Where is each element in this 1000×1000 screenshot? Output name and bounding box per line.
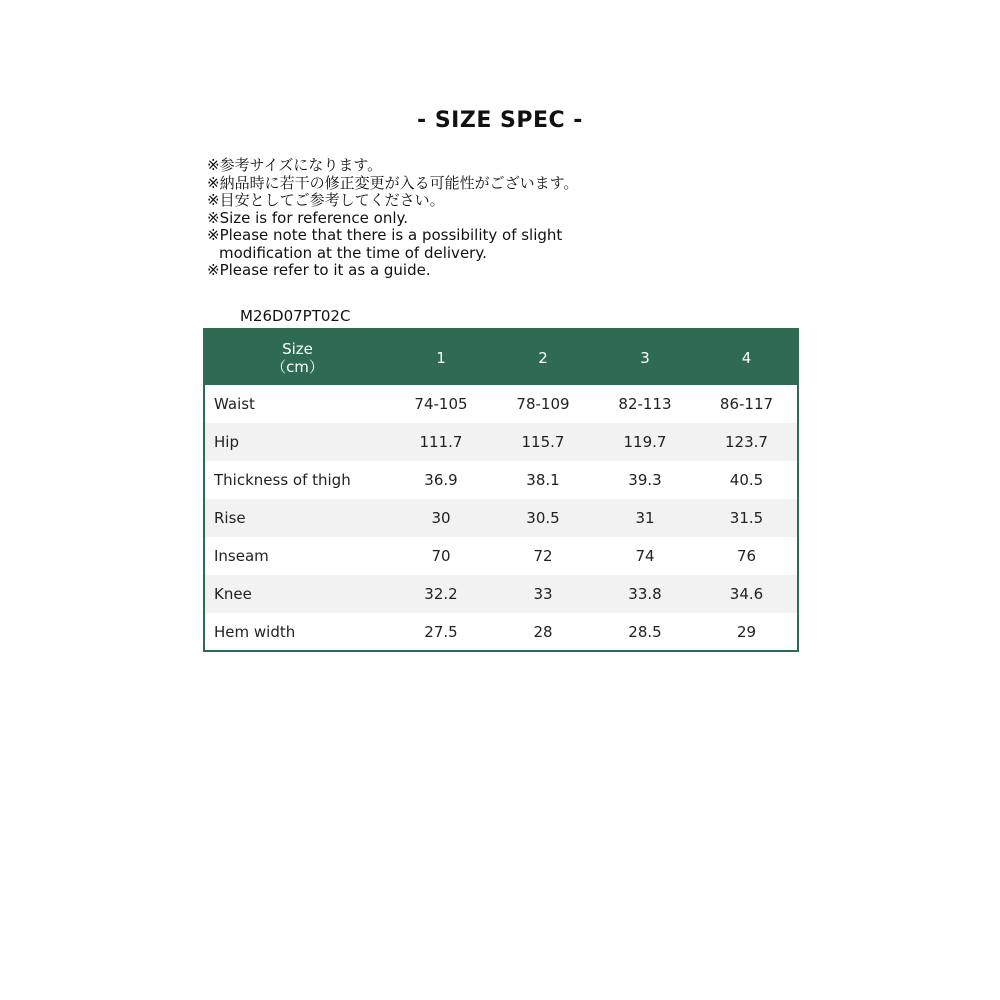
row-label: Rise [214,509,246,527]
table-cell: 115.7 [521,433,565,451]
table-cell: 32.2 [424,585,458,603]
table-cell: 31 [635,509,655,527]
table-row [204,537,798,575]
table-cell: 33 [533,585,553,603]
row-label: Waist [214,395,255,413]
note-line: ※納品時に若干の修正変更が入る可能性がございます。 [207,173,579,192]
note-line: ※Please note that there is a possibility of slight [207,226,563,244]
row-label: Hip [214,433,239,451]
table-row [204,461,798,499]
note-line: modification at the time of delivery. [219,243,487,262]
note-line: ※目安としてご参考してください。 [207,191,445,209]
page-title: - SIZE SPEC - [417,108,583,133]
table-cell: 31.5 [729,509,764,527]
row-label: Knee [214,585,252,603]
row-label: Hem width [214,622,296,641]
table-cell: 74-105 [414,395,468,413]
size-header-label: Size [282,339,313,358]
table-cell: 78-109 [516,395,570,413]
note-line: ※参考サイズになります。 [207,156,383,174]
table-cell: 76 [736,547,757,565]
row-label: Thickness of thigh [214,471,351,489]
table-header-row [204,329,798,385]
size-unit-header [204,329,390,385]
table-row [204,423,798,461]
table-cell: 30.5 [526,509,560,527]
table-cell: 74 [635,547,655,565]
table-cell: 34.6 [729,585,764,603]
table-cell: 39.3 [628,471,662,489]
size-column-header: 4 [741,348,752,367]
table-row [204,575,798,613]
reference-notes [207,157,807,280]
table-cell: 111.7 [419,433,463,451]
table-row [204,385,798,423]
table-cell: 86-117 [719,395,774,413]
table-row [204,499,798,537]
table-cell: 28 [533,622,553,641]
note-line: ※Please refer to it as a guide. [207,261,431,279]
table-cell: 40.5 [729,471,764,489]
table-cell: 27.5 [424,622,458,641]
row-label: Inseam [214,547,269,565]
table-cell: 123.7 [725,433,768,451]
table-cell: 33.8 [628,585,662,603]
table-row [204,613,798,651]
table-cell: 119.7 [623,433,667,451]
unit-header-label: （cm） [271,357,324,376]
size-spec-table [203,328,799,652]
note-line: ※Size is for reference only. [207,208,409,227]
table-cell: 38.1 [526,471,560,489]
table-cell: 28.5 [628,622,662,641]
table-cell: 72 [533,547,553,565]
size-column-header: 2 [538,348,548,367]
table-cell: 30 [431,509,451,527]
table-cell: 82-113 [618,395,672,413]
table-cell: 36.9 [424,471,458,489]
size-column-header: 1 [436,348,446,367]
size-column-header: 3 [640,348,650,367]
table-cell: 29 [736,622,757,641]
product-code: M26D07PT02C [240,307,351,325]
table-cell: 70 [431,547,451,565]
